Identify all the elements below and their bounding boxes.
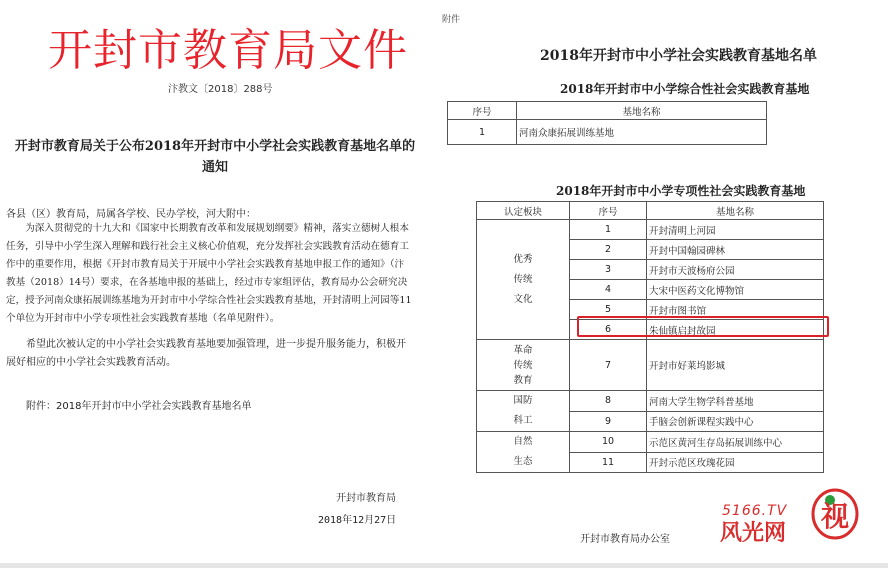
row-index: 10 — [570, 432, 647, 453]
row-index: 4 — [570, 280, 647, 300]
row-name: 大宋中医药文化博物馆 — [647, 280, 824, 300]
body-paragraph-1 — [6, 220, 412, 328]
watermark-text: 风光网 — [720, 521, 787, 546]
row-index: 5 — [570, 300, 647, 320]
section2-title: 2018年开封市中小学专项性社会实践教育基地 — [556, 184, 806, 198]
row-index: 2 — [570, 240, 647, 260]
document-number: 汴教文〔2018〕288号 — [168, 84, 273, 95]
category-cell — [477, 340, 570, 391]
row-index: 1 — [570, 220, 647, 240]
table-row — [477, 432, 824, 453]
highlight-box — [577, 316, 829, 337]
row-index: 11 — [570, 452, 647, 473]
row-index: 9 — [570, 411, 647, 432]
row-name: 开封中国翰园碑林 — [647, 240, 824, 260]
row-index: 1 — [448, 120, 517, 145]
watermark-logo-icon — [810, 488, 860, 540]
row-name: 开封市图书馆 — [647, 300, 824, 320]
footer-office: 开封市教育局办公室 — [580, 534, 670, 545]
row-index: 7 — [570, 340, 647, 391]
attachment-label: 附件 — [442, 15, 461, 25]
document-header-title: 开封市教育局文件 — [48, 25, 408, 76]
category-label: 国防 科工 — [513, 395, 533, 426]
row-index: 3 — [570, 260, 647, 280]
table-row — [477, 220, 824, 240]
body-paragraph-2 — [6, 336, 412, 372]
watermark-url: 5166.TV — [722, 503, 788, 519]
table-header-row — [448, 102, 767, 120]
table-row — [477, 391, 824, 412]
row-name: 河南大学生物学科普基地 — [647, 391, 824, 412]
row-name: 开封市天波杨府公园 — [647, 260, 824, 280]
row-name: 河南众康拓展训练基地 — [517, 120, 767, 145]
row-index: 6 — [570, 320, 647, 340]
sign-date: 2018年12月27日 — [318, 515, 397, 526]
column-header-category: 认定板块 — [477, 202, 570, 220]
column-header-name: 基地名称 — [647, 202, 824, 220]
category-cell — [477, 432, 570, 473]
attachment-line: 附件：2018年开封市中小学社会实践教育基地名单 — [26, 401, 252, 412]
notice-title: 开封市教育局关于公布2018年开封市中小学社会实践教育基地名单的通知 — [14, 139, 416, 175]
category-cell — [477, 391, 570, 432]
category-label: 优秀 传统 文化 — [513, 253, 533, 305]
column-header-index: 序号 — [570, 202, 647, 220]
list-title: 2018年开封市中小学社会实践教育基地名单 — [540, 48, 817, 64]
category-cell — [477, 220, 570, 340]
row-index: 8 — [570, 391, 647, 412]
comprehensive-base-table — [447, 101, 767, 145]
para1-text: 为深入贯彻党的十九大和《国家中长期教育改革和发展规划纲要》精神，落实立德树人根本任务，引导中小学生深入理解和践行社会主义核心价值观，充分发挥社会实践教育活动在德育工作中的重要作用，根据《开封市教育局关于开展中小学社会实践教育基地申报工作的通知》（汴教基（2018）14号）要求，在各基地申报的基础上，经过市专家组评估，教育局办公会研究决定，授予河南众康拓展训练基地为开封市中小学综合性社会实践教育基地，开封清明上河园等11个单位为开封市中小学专项性社会实践教育基地（名单见附件）。 — [6, 223, 412, 324]
column-header-index: 序号 — [448, 102, 517, 120]
row-name: 开封示范区玫瑰花园 — [647, 452, 824, 473]
column-header-name: 基地名称 — [517, 102, 767, 120]
table-row — [448, 120, 767, 145]
signer: 开封市教育局 — [336, 493, 396, 504]
row-name: 开封市好莱坞影城 — [647, 340, 824, 391]
specialized-base-table — [476, 201, 824, 473]
watermark-logo-char: 视 — [820, 500, 850, 533]
para2-text: 希望此次被认定的中小学社会实践教育基地要加强管理，进一步提升服务能力，积极开展好相应的中小学社会实践教育活动。 — [6, 339, 406, 368]
section1-title: 2018年开封市中小学综合性社会实践教育基地 — [560, 82, 810, 96]
row-name: 示范区黄河生存岛拓展训练中心 — [647, 432, 824, 453]
table-header-row — [477, 202, 824, 220]
bottom-border — [0, 563, 888, 568]
row-name: 手脑会创新课程实践中心 — [647, 411, 824, 432]
recipients-line: 各县（区）教育局，局属各学校、民办学校，河大附中： — [6, 209, 256, 220]
category-label: 自然 生态 — [513, 436, 533, 467]
table-row — [477, 340, 824, 391]
row-name: 朱仙镇启封故园 — [647, 320, 824, 340]
row-name: 开封清明上河园 — [647, 220, 824, 240]
category-label: 革命 传统 教育 — [513, 344, 533, 386]
